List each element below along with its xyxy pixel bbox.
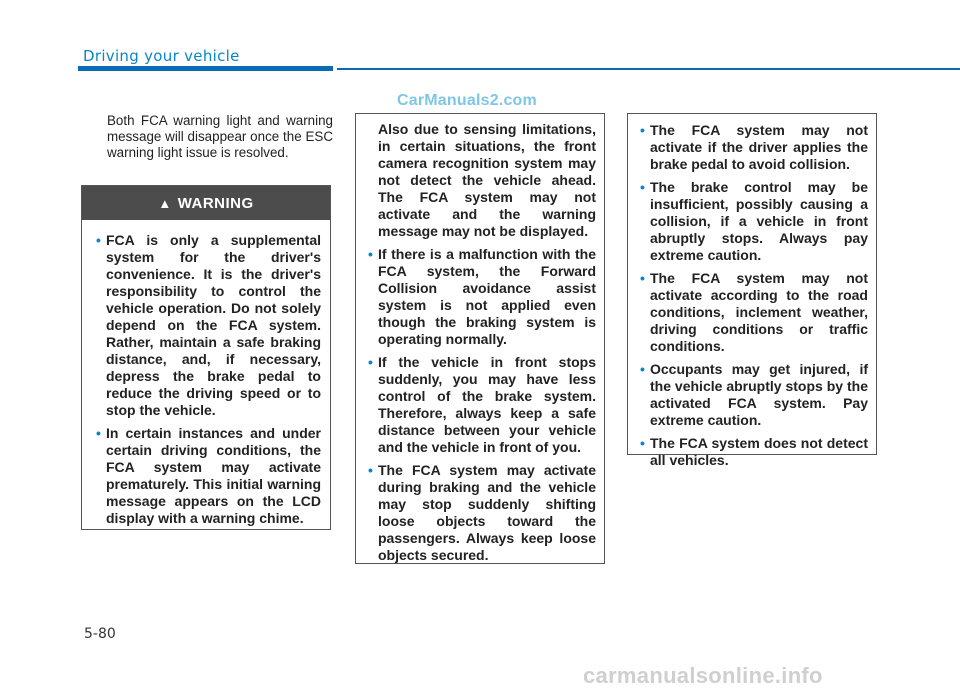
page-number: 5-80: [84, 626, 116, 642]
warning-triangle-icon: ▲: [158, 195, 172, 211]
continuation-list: [356, 114, 604, 564]
header-rule-thin: [337, 68, 960, 70]
continuation-paragraph: Also due to sensing limitations, in certain situations, the front camera recognition system may not detect the vehicle ahead. The FCA system may not activate and the warning message may not be displayed.: [378, 121, 596, 239]
bullet-icon: •: [96, 232, 101, 248]
list-item: • If there is a malfunction with the FCA system, the Forward Collision avoidance assist system is not applied even though the braking system is operating normally.: [368, 246, 596, 347]
list-item: • If the vehicle in front stops suddenly, you may have less control of the brake system. Therefore, always keep a safe distance between your vehicle and the vehicle in front of you.: [368, 354, 596, 455]
header-rule-thick: [78, 66, 333, 71]
list-item: • FCA is only a supplemental system for the driver's convenience. It is the driver's responsibility to control the vehicle operation. Do not solely depend on the FCA system. Rather, maintain a safe braking distance, and, if necessary, depress the brake pedal to reduce the driving speed or to stop the vehicle.: [96, 232, 321, 418]
list-item: • The FCA system may not activate according to the road conditions, inclement weather, driving conditions or traffic conditions.: [640, 270, 868, 354]
warning-continuation-box: [355, 113, 605, 564]
list-item: • The FCA system may activate during braking and the vehicle may stop suddenly shifting loose objects toward the passengers. Always keep loose objects secured.: [368, 462, 596, 563]
bullet-icon: •: [368, 354, 373, 370]
bullet-icon: •: [640, 122, 645, 138]
bullet-icon: •: [640, 270, 645, 286]
warning-title: WARNING: [177, 194, 254, 212]
warning-list: [82, 220, 330, 527]
continuation-list-2: [628, 114, 876, 469]
bullet-icon: •: [640, 435, 645, 451]
bullet-icon: •: [640, 361, 645, 377]
list-item: • The brake control may be insufficient, possibly causing a collision, if a vehicle in front abruptly stops. Always pay extreme caution.: [640, 179, 868, 263]
intro-paragraph: Both FCA warning light and warning message will disappear once the ESC warning light issue is resolved.: [107, 113, 333, 160]
bullet-icon: •: [96, 425, 101, 441]
bullet-icon: •: [368, 462, 373, 478]
bullet-icon: •: [368, 246, 373, 262]
list-item: • Occupants may get injured, if the vehicle abruptly stops by the activated FCA system. Pay extreme caution.: [640, 361, 868, 428]
watermark-bottom: carmanualsonline.info: [583, 663, 823, 688]
warning-continuation-box-2: [627, 113, 877, 468]
list-item: • The FCA system does not detect all vehicles.: [640, 435, 868, 468]
watermark-top: CarManuals2.com: [397, 92, 537, 109]
section-title: Driving your vehicle: [83, 47, 240, 65]
warning-header: [82, 186, 330, 220]
list-item: • In certain instances and under certain driving conditions, the FCA system may activate prematurely. This initial warning message appears on the LCD display with a warning chime.: [96, 425, 321, 526]
bullet-icon: •: [640, 179, 645, 195]
list-item: • The FCA system may not activate if the driver applies the brake pedal to avoid collision.: [640, 122, 868, 172]
warning-box: [81, 185, 331, 530]
